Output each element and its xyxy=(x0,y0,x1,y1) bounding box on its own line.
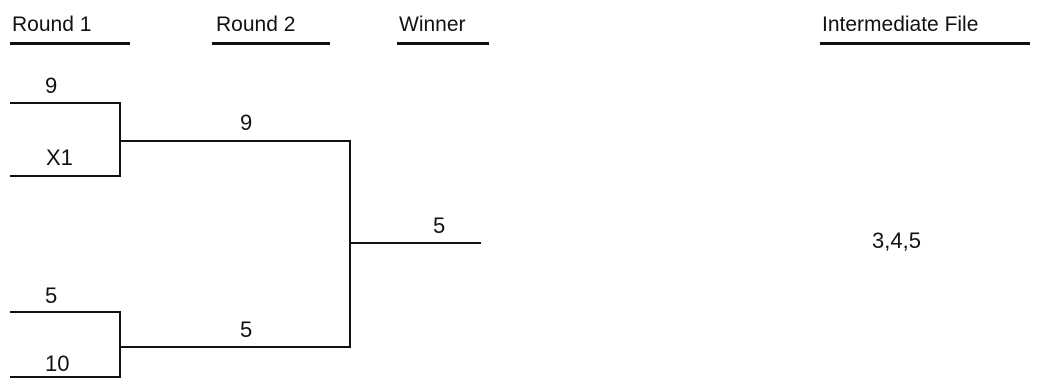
round2-bracket-connector xyxy=(349,140,351,348)
header-round-1: Round 1 xyxy=(12,13,92,36)
round1-top-entry-2: X1 xyxy=(46,145,73,170)
winner-entry: 5 xyxy=(433,213,446,238)
round2-bottom-entry: 5 xyxy=(240,317,253,342)
winner-entry-line xyxy=(349,242,481,244)
round2-top-entry-line xyxy=(119,140,351,142)
round1-bottom-entry-2: 10 xyxy=(45,351,70,376)
round1-bottom-entry-2-line xyxy=(10,376,121,378)
intermediate-file-contents: 3,4,5 xyxy=(872,228,921,253)
header-winner: Winner xyxy=(399,13,466,36)
round1-top-entry-1-line xyxy=(10,102,121,104)
header-round-2: Round 2 xyxy=(216,13,296,36)
round1-bottom-entry-1-line xyxy=(10,311,121,313)
header-intermediate-file-underline xyxy=(820,42,1030,45)
round1-top-entry-2-line xyxy=(10,175,121,177)
round1-bottom-bracket-connector xyxy=(119,311,121,378)
round2-top-entry: 9 xyxy=(240,110,253,135)
round1-bottom-entry-1: 5 xyxy=(45,283,58,308)
header-intermediate-file: Intermediate File xyxy=(822,13,979,36)
header-round-2-underline xyxy=(212,42,330,45)
header-round-1-underline xyxy=(10,42,130,45)
round1-top-entry-1: 9 xyxy=(45,73,58,98)
header-winner-underline xyxy=(397,42,489,45)
round2-bottom-entry-line xyxy=(119,346,351,348)
